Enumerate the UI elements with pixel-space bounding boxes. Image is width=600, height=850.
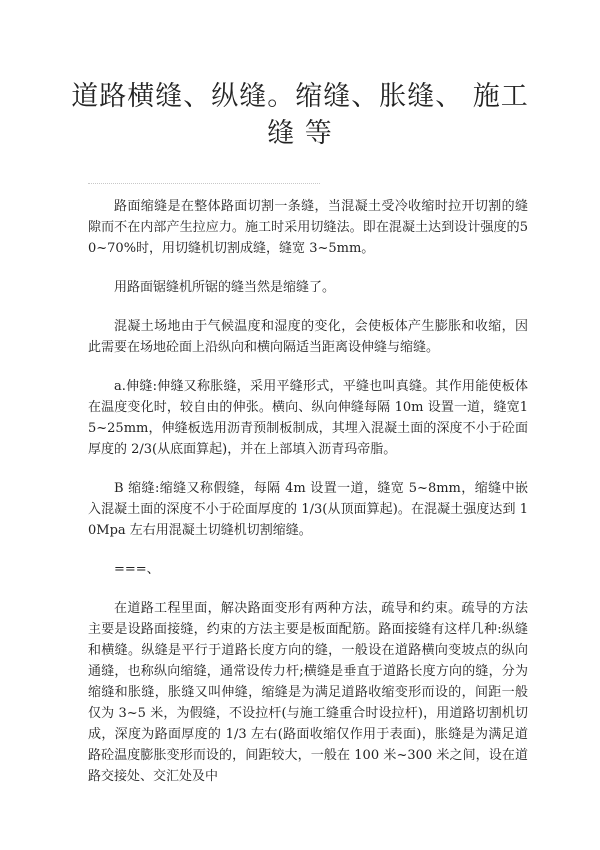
- paragraph-expansion-joint: a.伸缝:伸缝又称胀缝，采用平缝形式，平缝也叫真缝。其作用能使板体在温度变化时，较自由的伸张。横向、纵向伸缝每隔 10m 设置一道，缝宽15~25mm，伸缝板选用沥青预制板制成，其埋入混凝土面的深度不小于砼面厚度的 2/3(从底面算起)，并在上部填入沥青玛帝脂。: [88, 379, 528, 457]
- paragraph-contraction-joint: B 缩缝:缩缝又称假缝，每隔 4m 设置一道，缝宽 5~8mm，缩缝中嵌入混凝土面的深度不小于砼面厚度的 1/3(从顶面算起)。在混凝土强度达到 10Mpa 左右用混凝土切缝机切割缩缝。: [88, 481, 528, 538]
- title-divider: [88, 183, 320, 184]
- paragraph-road-engineering: 在道路工程里面，解决路面变形有两种方法，疏导和约束。疏导的方法主要是设路面接缝，约束的方法主要是板面配筋。路面接缝有这样几种:纵缝和横缝。纵缝是平行于道路长度方向的缝，一般设在道路横向变坡点的纵向通缝，也称纵向缩缝，通常设传力杆;横缝是垂直于道路长度方向的缝，分为缩缝和胀缝，胀缝又叫伸缝，缩缝是为满足道路收缩变形而设的，间距一般仅为 3~5 米，为假缝，不设拉杆(与施工缝重合时设拉杆)，用道路切割机切成，深度为路面厚度的 1/3 左右(路面收缩仅作用于表面)，胀缝是为满足道路砼温度膨胀变形而设的，间距较大，一般在 100 米~300 米之间，设在道路交接处、交汇处及中: [88, 601, 528, 784]
- paragraph-site-joints: 混凝土场地由于气候温度和湿度的变化，会使板体产生膨胀和收缩，因此需要在场地砼面上沿纵向和横向隔适当距离设伸缝与缩缝。: [88, 319, 528, 355]
- document-body: [88, 196, 528, 805]
- paragraph-separator: ===、: [114, 562, 160, 577]
- paragraph-saw-cut: 用路面锯缝机所锯的缝当然是缩缝了。: [114, 280, 336, 295]
- paragraph-shrinkage-joint-intro: 路面缩缝是在整体路面切割一条缝，当混凝土受冷收缩时拉开切割的缝隙而不在内部产生拉应力。施工时采用切缝法。即在混凝土达到设计强度的50~70%时，用切缝机切割成缝，缝宽 3~5mm。: [88, 199, 528, 256]
- document-title: 道路横缝、纵缝。缩缝、胀缝、 施工缝 等: [71, 81, 529, 149]
